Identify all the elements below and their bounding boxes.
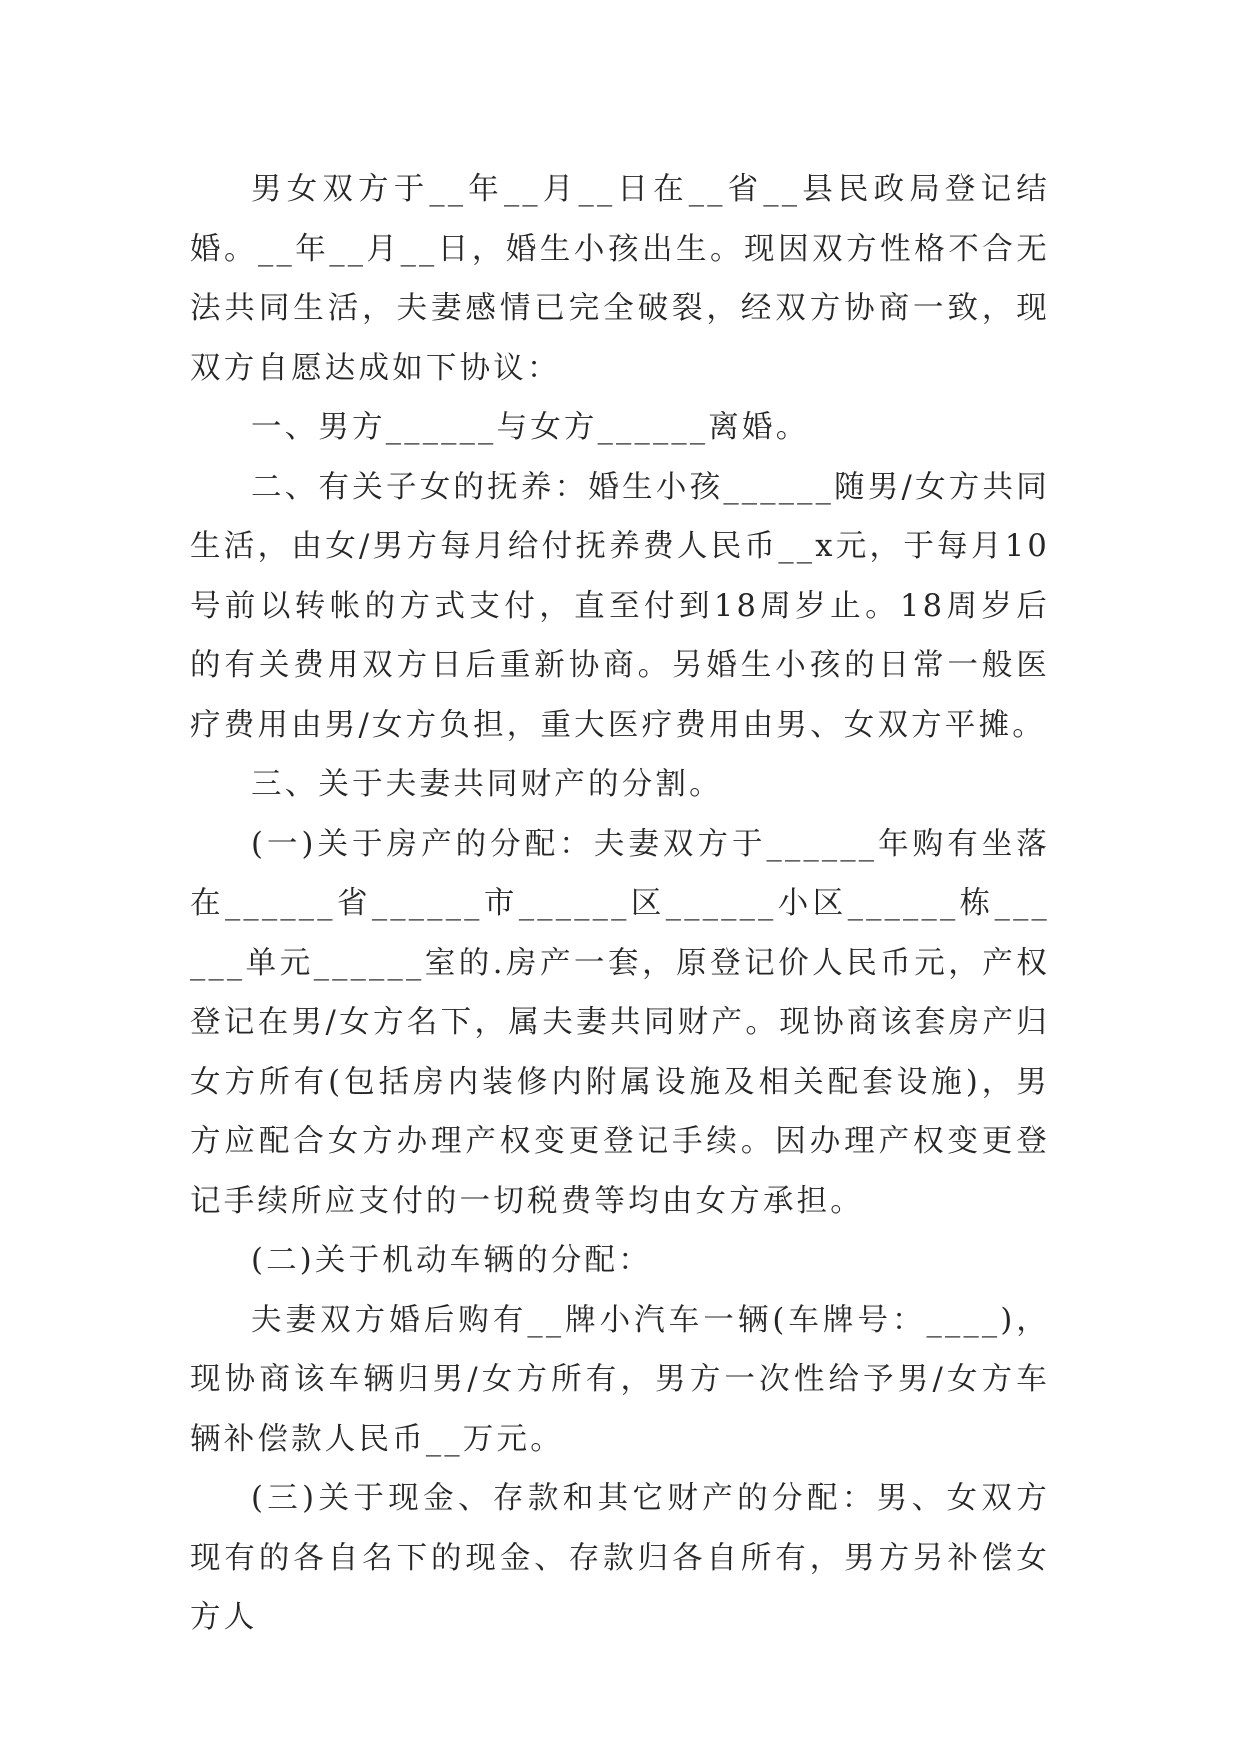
paragraph-property-vehicle-heading: (二)关于机动车辆的分配： <box>251 1243 652 1278</box>
agreement-body <box>190 160 1050 1648</box>
paragraph-clause-3-property: 三、关于夫妻共同财产的分割。 <box>251 767 723 802</box>
paragraph-property-house: (一)关于房产的分配：夫妻双方于______年购有坐落在______省______市______区______小区______栋______单元______室的.房产一套，原登记价人民币元，产权登记在男/女方名下，属夫妻共同财产。现协商该套房产归女方所有(包括房内装修内附属设施及相关配套设施)，男方应配合女方办理产权变更登记手续。因办理产权变更登记手续所应支付的一切税费等均由女方承担。 <box>190 826 1050 1219</box>
paragraph-clause-1-divorce: 一、男方______与女方______离婚。 <box>251 410 810 445</box>
paragraph-clause-2-child-custody: 二、有关子女的抚养：婚生小孩______随男/女方共同生活，由女/男方每月给付抚养费人民币__x元，于每月10号前以转帐的方式支付，直至付到18周岁止。18周岁后的有关费用双方日后重新协商。另婚生小孩的日常一般医疗费用由男/女方负担，重大医疗费用由男、女双方平摊。 <box>190 469 1050 743</box>
paragraph-intro: 男女双方于__年__月__日在__省__县民政局登记结婚。__年__月__日，婚生小孩出生。现因双方性格不合无法共同生活，夫妻感情已完全破裂，经双方协商一致，现双方自愿达成如下协议： <box>190 172 1050 386</box>
paragraph-property-vehicle: 夫妻双方婚后购有__牌小汽车一辆(车牌号：____)，现协商该车辆归男/女方所有，男方一次性给予男/女方车辆补偿款人民币__万元。 <box>190 1302 1050 1457</box>
paragraph-property-cash: (三)关于现金、存款和其它财产的分配：男、女双方现有的各自名下的现金、存款归各自所有，男方另补偿女方人 <box>190 1481 1050 1635</box>
